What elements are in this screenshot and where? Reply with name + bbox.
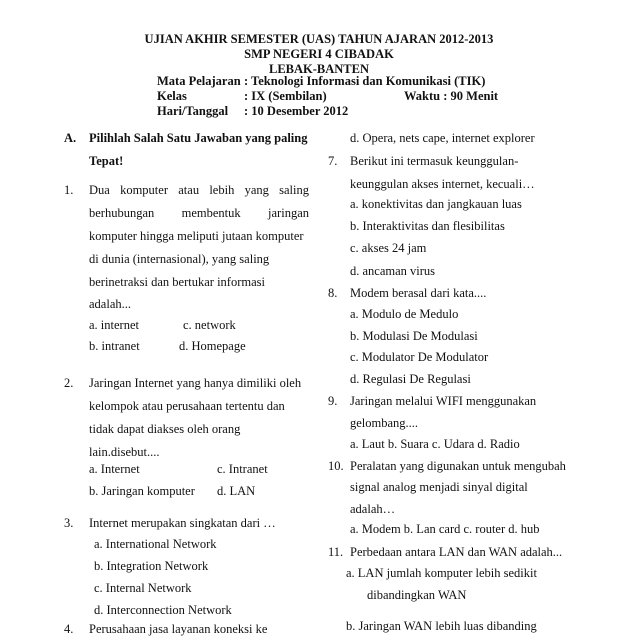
answer-option: a. konektivitas dan jangkauan luas	[350, 197, 522, 211]
answer-option: c. Internal Network	[94, 581, 192, 595]
answer-option: d. LAN	[217, 484, 256, 498]
question-number: 2.	[64, 376, 74, 390]
question-text: Jaringan Internet yang hanya dimiliki oleh	[89, 376, 302, 390]
question-text: adalah...	[89, 297, 131, 311]
subject-value: : Teknologi Informasi dan Komunikasi (TIK)	[244, 74, 486, 88]
date-value: : 10 Desember 2012	[244, 104, 349, 118]
answer-option: b. Jaringan WAN lebih luas dibanding	[346, 619, 537, 633]
question-text: signal analog menjadi sinyal digital	[350, 480, 528, 494]
question-text: lain.disebut....	[89, 445, 160, 459]
question-text: Dua komputer atau lebih yang saling	[89, 183, 309, 197]
answer-option: a. International Network	[94, 537, 217, 551]
subject-label: Mata Pelajaran	[157, 74, 241, 88]
question-text: berhubungan membentuk jaringan	[89, 206, 309, 220]
question-text: Perusahaan jasa layanan koneksi ke	[89, 622, 268, 636]
class-label: Kelas	[157, 89, 187, 103]
question-text: Jaringan melalui WIFI menggunakan	[350, 394, 537, 408]
date-label: Hari/Tanggal	[157, 104, 229, 118]
question-text: kelompok atau perusahaan tertentu dan	[89, 399, 285, 413]
answer-option: c. network	[183, 318, 236, 332]
answer-option: d. ancaman virus	[350, 264, 436, 278]
question-number: 7.	[328, 154, 338, 168]
section-instruction-line2: Tepat!	[89, 154, 124, 168]
question-number: 3.	[64, 516, 74, 530]
question-text: berinetraksi dan bertukar informasi	[89, 275, 265, 289]
question-number: 9.	[328, 394, 338, 408]
answer-option: a. LAN jumlah komputer lebih sedikit	[346, 566, 537, 580]
exam-title: UJIAN AKHIR SEMESTER (UAS) TAHUN AJARAN 2012-2013	[144, 32, 494, 46]
answer-option: d. Homepage	[179, 339, 246, 353]
question-number: 11.	[328, 545, 344, 559]
answer-option: dibandingkan WAN	[367, 588, 467, 602]
section-instruction-line1: Pilihlah Salah Satu Jawaban yang paling	[89, 131, 308, 145]
question-number: 4.	[64, 622, 74, 636]
question-text: Berikut ini termasuk keunggulan-	[350, 154, 519, 168]
question-text: Peralatan yang digunakan untuk mengubah	[350, 459, 566, 473]
answer-option: c. Intranet	[217, 462, 268, 476]
question-text: Internet merupakan singkatan dari …	[89, 516, 276, 530]
question-text: tidak dapat diakses oleh orang	[89, 422, 241, 436]
question-text: adalah…	[350, 502, 396, 516]
answer-option: a. Internet	[89, 462, 140, 476]
school-location: LEBAK-BANTEN	[268, 62, 370, 76]
answer-option: c. Modulator De Modulator	[350, 350, 489, 364]
answer-option: d. Opera, nets cape, internet explorer	[350, 131, 535, 145]
answer-option: a. Modem b. Lan card c. router d. hub	[350, 522, 540, 536]
answer-option: d. Regulasi De Regulasi	[350, 372, 471, 386]
question-text: komputer hingga meliputi jutaan komputer	[89, 229, 304, 243]
question-number: 8.	[328, 286, 338, 300]
question-text: gelombang....	[350, 416, 419, 430]
answer-option: b. Integration Network	[94, 559, 209, 573]
answer-option: c. akses 24 jam	[350, 241, 427, 255]
section-letter: A.	[64, 131, 77, 145]
answer-option: a. Laut b. Suara c. Udara d. Radio	[350, 437, 520, 451]
question-text: Modem berasal dari kata....	[350, 286, 487, 300]
question-number: 1.	[64, 183, 74, 197]
answer-option: b. intranet	[89, 339, 140, 353]
class-value: : IX (Sembilan)	[244, 89, 327, 103]
time-label: Waktu : 90 Menit	[404, 89, 499, 103]
question-number: 10.	[328, 459, 344, 473]
answer-option: b. Jaringan komputer	[89, 484, 195, 498]
question-text: di dunia (internasional), yang saling	[89, 252, 270, 266]
question-text: Perbedaan antara LAN dan WAN adalah...	[350, 545, 563, 559]
school-name: SMP NEGERI 4 CIBADAK	[244, 47, 394, 61]
answer-option: a. internet	[89, 318, 139, 332]
answer-option: a. Modulo de Medulo	[350, 307, 459, 321]
answer-option: b. Modulasi De Modulasi	[350, 329, 478, 343]
question-text: keunggulan akses internet, kecuali…	[350, 177, 535, 191]
answer-option: d. Interconnection Network	[94, 603, 232, 617]
answer-option: b. Interaktivitas dan flesibilitas	[350, 219, 505, 233]
